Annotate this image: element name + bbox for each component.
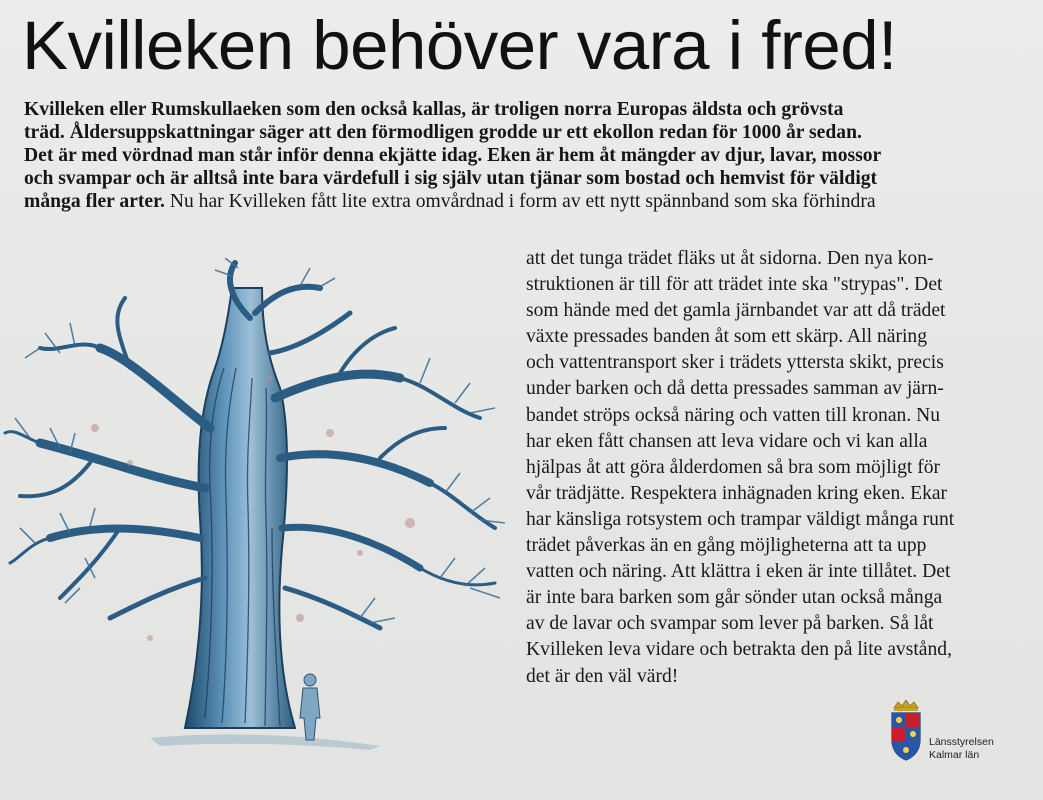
body-line: vatten och näring. Att klättra i eken är inte tillåtet. Det: [526, 561, 951, 583]
body-line: har eken fått chansen att leva vidare och vi kan alla: [526, 430, 928, 452]
logo-line-1: Länsstyrelsen: [929, 736, 994, 748]
body-line: bandet ströps också näring och vatten till kronan. Nu: [526, 404, 941, 426]
body-line: trädet påverkas än en gång möjligheterna att ta upp: [526, 535, 927, 557]
body-line: är inte bara barken som går sönder utan också många: [526, 587, 943, 609]
body-line: Kvilleken leva vidare och betrakta den på lite avstånd,: [526, 639, 952, 661]
intro-line: Kvilleken eller Rumskullaeken som den också kallas, är troligen norra Europas äldsta och grövsta: [24, 99, 844, 120]
body-line: det är den väl värd!: [526, 665, 679, 687]
body-line: under barken och då detta pressades samman av järn-: [526, 378, 944, 400]
intro-line: och svampar och är alltså inte bara värdefull i sig själv utan tjänar som bostad och hemvist för väldigt: [24, 168, 878, 189]
body-text-column: [526, 246, 1026, 690]
county-logo-text: [929, 736, 994, 762]
body-line: att det tunga trädet fläks ut åt sidorna. Den nya kon-: [526, 248, 934, 269]
body-line: struktionen är till för att trädet inte ska "strypas". Det: [526, 274, 943, 296]
body-line: växte pressades banden åt som ett skärp. All näring: [526, 326, 928, 348]
body-line: hjälpas åt att göra ålderdomen så bra som möjligt för: [526, 456, 941, 478]
body-line: vår trädjätte. Respektera inhägnaden kring eken. Ekar: [526, 482, 948, 504]
body-line: som hände med det gamla järnbandet var att då trädet: [526, 300, 946, 322]
body-line: har känsliga rotsystem och trampar väldigt många runt: [526, 508, 955, 530]
intro-line: Det är med vördnad man står inför denna ekjätte idag. Eken är hem åt mängder av djur, lavar, mossor: [24, 145, 882, 166]
intro-line-bold-end: många fler arter.: [24, 191, 165, 212]
intro-line-continuation: Nu har Kvilleken fått lite extra omvårdnad i form av ett nytt spännband som ska förhindra: [164, 191, 876, 212]
body-line: och vattentransport sker i trädets yttersta skikt, precis: [526, 352, 944, 374]
sign-title: Kvilleken behöver vara i fred!: [22, 7, 897, 84]
intro-line: träd. Åldersuppskattningar säger att den förmodligen grodde ur ett ekollon redan för 1000 år sedan.: [24, 122, 862, 143]
intro-paragraph: [24, 98, 1034, 213]
person-figure: [300, 674, 320, 740]
body-line: av de lavar och svampar som lever på barken. Så låt: [526, 613, 934, 635]
logo-line-2: Kalmar län: [929, 749, 980, 761]
oak-tree-illustration: [0, 258, 520, 768]
